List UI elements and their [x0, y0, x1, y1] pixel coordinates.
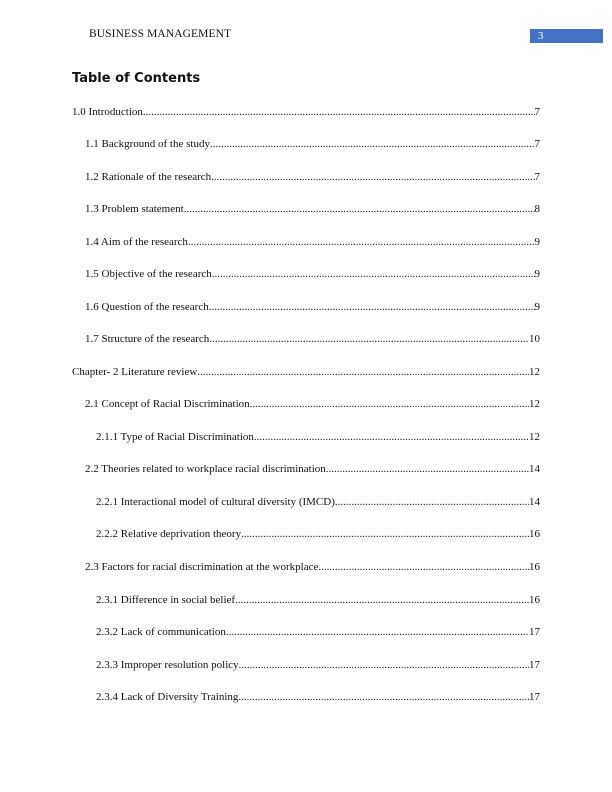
toc-entry-label: Chapter- 2 Literature review	[72, 366, 198, 378]
toc-entry-label: 2.3.4 Lack of Diversity Training	[96, 691, 239, 703]
toc-entry-label: 2.1 Concept of Racial Discrimination	[85, 398, 250, 410]
toc-entry-label: 2.3.1 Difference in social belief	[96, 594, 236, 606]
toc-entry-label: 2.2.2 Relative deprivation theory	[96, 528, 242, 540]
toc-entry-page: 9	[534, 301, 540, 313]
dot-leader	[326, 463, 529, 476]
toc-entry-label: 2.2.1 Interactional model of cultural diversity (IMCD)	[96, 496, 335, 508]
toc-entry-page: 14	[529, 496, 540, 508]
toc-entry-label: 1.4 Aim of the research	[85, 236, 188, 248]
toc-entry-1-1[interactable]	[85, 138, 540, 151]
dot-leader	[335, 496, 529, 509]
toc-entry-1-2[interactable]	[85, 171, 540, 184]
toc-entry-2-3-4[interactable]	[96, 691, 540, 704]
toc-entry-1-6[interactable]	[85, 301, 540, 314]
toc-entry-2-2[interactable]	[85, 463, 540, 476]
toc-entry-label: 2.3.2 Lack of communication	[96, 626, 226, 638]
toc-entry-2-2-2[interactable]	[96, 528, 540, 541]
dot-leader	[250, 398, 529, 411]
running-header-title: BUSINESS MANAGEMENT	[89, 28, 232, 40]
dot-leader	[210, 138, 535, 151]
toc-entry-page: 14	[529, 463, 540, 475]
toc-entry-page: 17	[529, 659, 540, 671]
toc-entry-1-5[interactable]	[85, 268, 540, 281]
toc-heading: Table of Contents	[72, 71, 201, 86]
dot-leader	[188, 236, 535, 249]
dot-leader	[235, 594, 529, 607]
page-number-badge: 3	[530, 29, 603, 43]
toc-entry-label: 1.6 Question of the research	[85, 301, 209, 313]
toc-entry-label: 2.3 Factors for racial discrimination at the workplace	[85, 561, 319, 573]
dot-leader	[211, 171, 534, 184]
dot-leader	[226, 626, 529, 639]
toc-entry-page: 12	[529, 398, 540, 410]
toc-entry-page: 16	[529, 561, 540, 573]
toc-entry-page: 17	[529, 626, 540, 638]
dot-leader	[212, 268, 535, 281]
toc-entry-label: 1.5 Objective of the research	[85, 268, 212, 280]
toc-entry-page: 12	[529, 366, 540, 378]
toc-entry-page: 16	[529, 528, 540, 540]
dot-leader	[209, 333, 529, 346]
toc-entry-page: 7	[534, 171, 540, 183]
dot-leader	[143, 106, 535, 119]
toc-entry-page: 16	[529, 594, 540, 606]
toc-entry-label: 1.2 Rationale of the research	[85, 171, 212, 183]
toc-entry-2-1[interactable]	[85, 398, 540, 411]
toc-entry-1-4[interactable]	[85, 236, 540, 249]
toc-entry-label: 2.3.3 Improper resolution policy	[96, 659, 239, 671]
toc-entry-page: 12	[529, 431, 540, 443]
toc-entry-page: 10	[529, 333, 540, 345]
toc-entry-2-3-2[interactable]	[96, 626, 540, 639]
toc-entry-page: 7	[534, 106, 540, 118]
toc-entry-chapter-2[interactable]	[72, 366, 540, 379]
toc-entry-2-1-1[interactable]	[96, 431, 540, 444]
toc-entry-1-0[interactable]	[72, 106, 540, 119]
toc-entry-label: 1.1 Background of the study	[85, 138, 210, 150]
dot-leader	[184, 203, 535, 216]
dot-leader	[197, 366, 529, 379]
toc-entry-label: 1.7 Structure of the research	[85, 333, 210, 345]
dot-leader	[318, 561, 529, 574]
toc-entry-label: 1.0 Introduction	[72, 106, 143, 118]
toc-entry-label: 2.1.1 Type of Racial Discrimination	[96, 431, 254, 443]
dot-leader	[254, 431, 529, 444]
dot-leader	[238, 691, 529, 704]
toc-entry-2-3-3[interactable]	[96, 659, 540, 672]
toc-entry-page: 7	[534, 138, 540, 150]
dot-leader	[241, 528, 529, 541]
toc-entry-page: 17	[529, 691, 540, 703]
toc-entry-label: 1.3 Problem statement	[85, 203, 184, 215]
toc-entry-label: 2.2 Theories related to workplace racial discrimination	[85, 463, 326, 475]
toc-entry-1-7[interactable]	[85, 333, 540, 346]
dot-leader	[239, 659, 529, 672]
toc-entry-1-3[interactable]	[85, 203, 540, 216]
toc-entry-2-3-1[interactable]	[96, 594, 540, 607]
toc-entry-page: 9	[534, 236, 540, 248]
toc-entry-2-3[interactable]	[85, 561, 540, 574]
toc-entry-2-2-1[interactable]	[96, 496, 540, 509]
toc-entry-page: 8	[534, 203, 540, 215]
toc-entry-page: 9	[534, 268, 540, 280]
dot-leader	[209, 301, 535, 314]
